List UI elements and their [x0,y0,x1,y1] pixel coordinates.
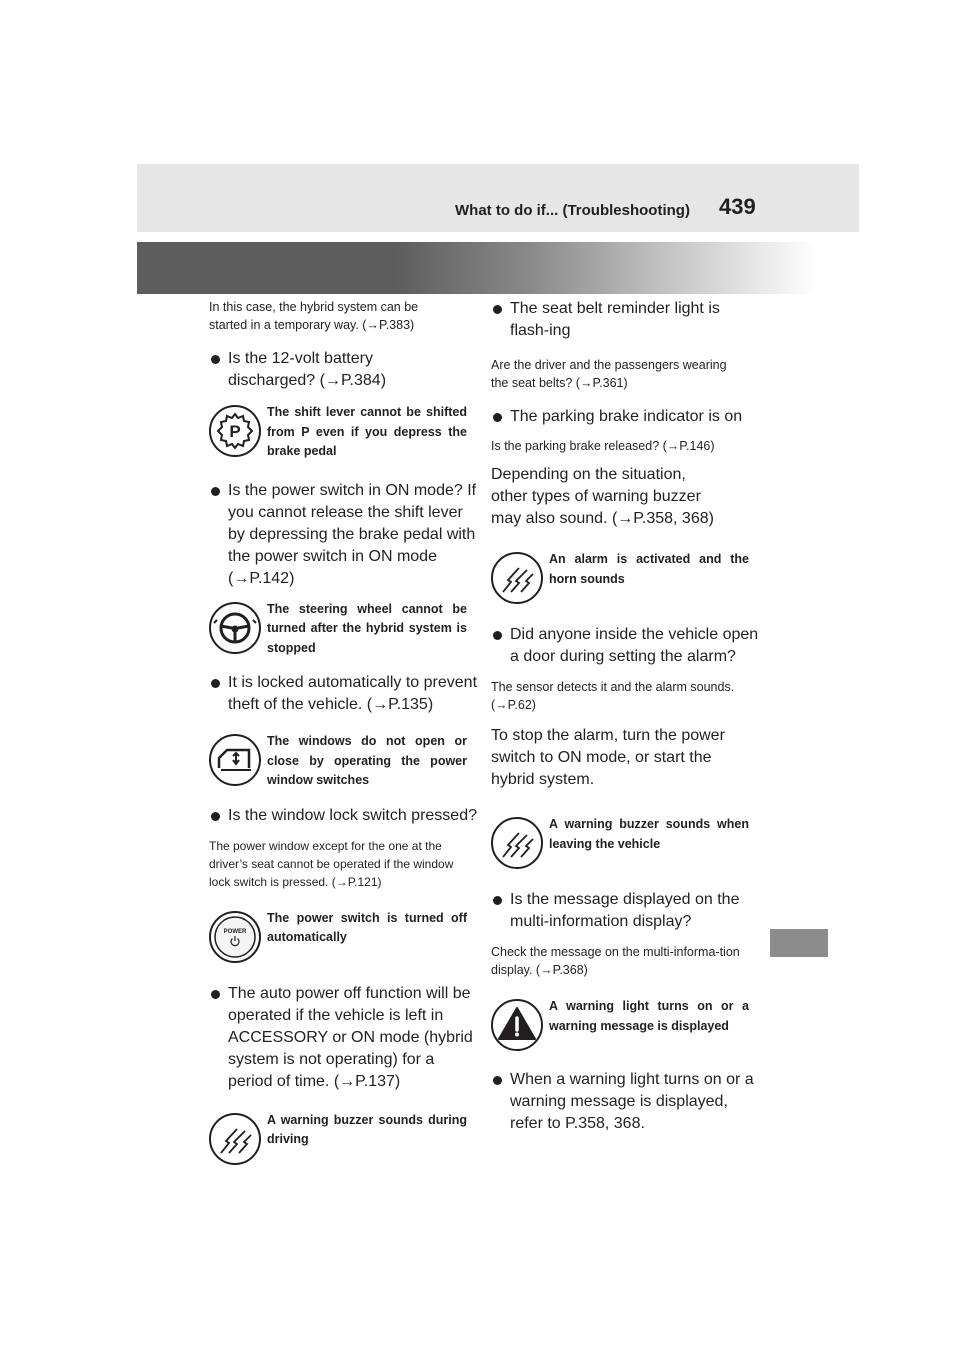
chapter-tab [770,929,828,957]
steering-wheel-icon [209,602,261,654]
symptom-text: A warning buzzer sounds during driving [267,1112,467,1146]
power-label: POWER [223,928,247,935]
symptom-alarm-horn [491,552,751,604]
bullet-icon [211,355,220,364]
symptom-warning-light [491,999,751,1051]
question-door-open: Did anyone inside the vehicle open a door during setting the alarm? [491,624,762,668]
symptom-shift-lever [209,405,479,462]
right-column [491,298,759,1135]
svg-text:P: P [229,422,241,441]
symptom-text: A warning buzzer sounds when leaving the vehicle [549,817,749,851]
mid-message-note: Check the message on the multi-informa-tion display. (→P.368) [491,945,740,977]
bullet-icon [493,631,502,640]
alarm-note: The sensor detects it and the alarm sounds. (→P.62) [491,680,735,712]
symptom-text: The power switch is turned off automatically [267,910,467,944]
symptom-text: The windows do not open or close by operating the power window switches [267,734,467,787]
symptom-windows [209,734,479,791]
window-lock-note: The power window except for the one at the driver’s seat cannot be operated if the window lock switch is pressed. (→P.121) [209,838,454,889]
question-warning-refer: When a warning light turns on or a warning message is displayed, refer to P.358, 368. [491,1069,762,1135]
bullet-icon [211,812,220,821]
section-title: What to do if... (Troubleshooting) [455,202,690,219]
header-gradient-band [137,242,817,294]
question-seat-belt: The seat belt reminder light is flash-ing [491,298,762,342]
question-mid-message: Is the message displayed on the multi-information display? [491,889,762,933]
parking-brake-note: Is the parking brake released? (→P.146) [491,439,715,453]
symptom-text: A warning light turns on or a warning message is displayed [549,999,749,1033]
symptom-steering [209,602,479,659]
question-auto-power-off: The auto power off function will be operated if the vehicle is left in ACCESSORY or ON mode (hybrid system is not operating) for a period of time. (→P.137) [209,983,480,1093]
bullet-icon [211,679,220,688]
warning-triangle-icon [491,999,543,1051]
bullet-icon [211,487,220,496]
intro-note: In this case, the hybrid system can be started in a temporary way. (→P.383) [209,300,419,332]
stop-alarm-paragraph: To stop the alarm, turn the power switch to ON mode, or start the hybrid system. [491,727,725,788]
sound-waves-icon [491,552,543,604]
bullet-icon [211,990,220,999]
buzzer-paragraph: Depending on the situation, other types of warning buzzer may also sound. (→P.358, 368) [491,466,714,527]
question-power-mode: Is the power switch in ON mode? If you cannot release the shift lever by depressing the brake pedal with the power switch in ON mode (→P.142) [209,480,478,590]
question-battery: Is the 12-volt battery discharged? (→P.384) [209,348,458,392]
question-window-lock: Is the window lock switch pressed? [209,805,488,827]
page-number: 439 [719,194,756,219]
symptom-buzzer-driving [209,1113,479,1165]
page-header [137,164,859,232]
left-column [209,298,479,1165]
symptom-text: The steering wheel cannot be turned after the hybrid system is stopped [267,601,467,655]
symptom-text: An alarm is activated and the horn sounds [549,552,749,586]
bullet-icon [493,305,502,314]
sound-waves-icon [491,817,543,869]
power-window-icon [209,734,261,786]
sound-waves-icon [209,1113,261,1165]
bullet-icon [493,1076,502,1085]
question-parking-brake: The parking brake indicator is on [491,406,762,428]
bullet-icon [493,413,502,422]
question-locked: It is locked automatically to prevent theft of the vehicle. (→P.135) [209,672,478,716]
symptom-text: The shift lever cannot be shifted from P even if you depress the brake pedal [267,405,467,458]
symptom-power-off [209,911,479,963]
bullet-icon [493,896,502,905]
seat-belt-note: Are the driver and the passengers wearing the seat belts? (→P.361) [491,358,727,390]
symptom-buzzer-leaving [491,817,751,869]
power-button-icon [209,911,261,963]
gear-p-icon [209,405,261,457]
